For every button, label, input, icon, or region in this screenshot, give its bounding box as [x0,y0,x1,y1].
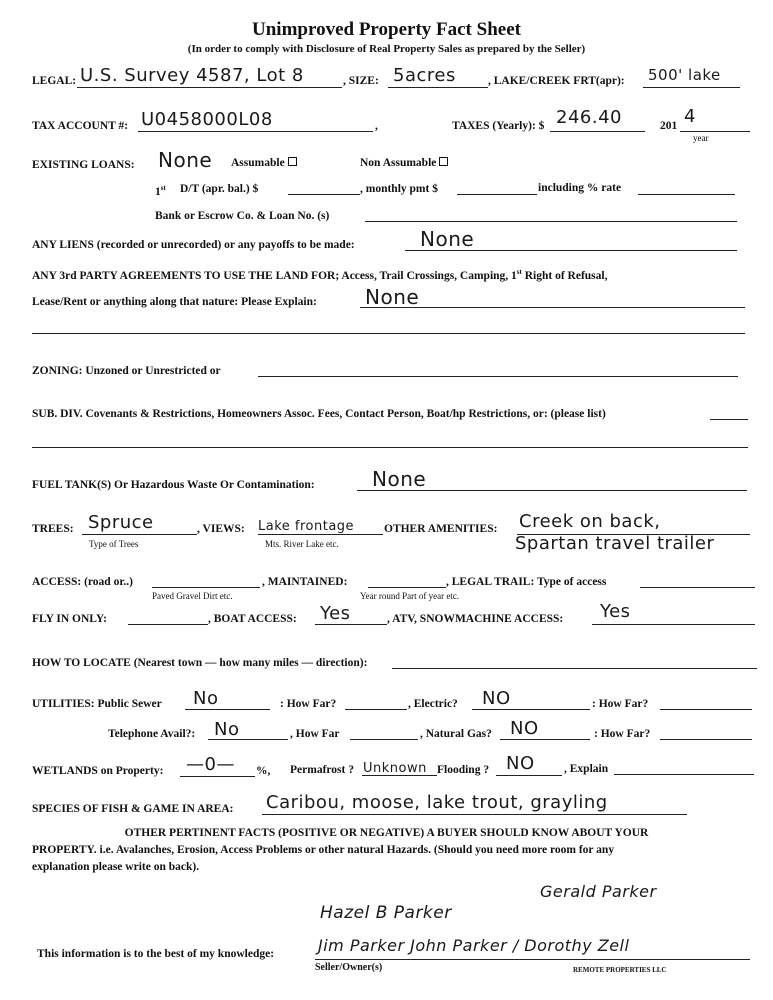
taxes-value: 246.40 [556,107,622,128]
fuel-label: FUEL TANK(S) Or Hazardous Waste Or Contamination: [32,479,315,491]
phone-how-far-line[interactable] [350,739,418,740]
trees-value: Spruce [88,512,154,533]
gas-value: NO [510,718,539,739]
explain-line[interactable] [614,774,754,775]
electric-label: , Electric? [408,698,458,710]
lease-line-2[interactable] [32,333,745,334]
gas-how-far-label: : How Far? [594,728,651,740]
electric-how-far-line[interactable] [660,709,752,710]
trees-label: TREES: [32,523,74,535]
legal-line[interactable] [77,87,342,88]
electric-value: NO [482,688,511,709]
amenities-label: OTHER AMENITIES: [384,523,498,535]
bank-label: Bank or Escrow Co. & Loan No. (s) [155,210,330,222]
gas-label: , Natural Gas? [420,728,492,740]
legal-value: U.S. Survey 4587, Lot 8 [80,65,304,86]
sewer-value: No [193,688,219,709]
explain-label: , Explain [564,763,609,775]
signature-2: Gerald Parker [540,882,657,901]
fly-in-line[interactable] [128,624,208,625]
assumable-checkbox[interactable] [288,157,297,166]
page-subtitle: (In order to comply with Disclosure of Real Property Sales as prepared by the Seller) [187,43,586,55]
fuel-value: None [372,467,427,491]
subdiv-line-2[interactable] [32,447,748,448]
zoning-line[interactable] [258,376,738,377]
facts-line-3: explanation please write on back). [32,861,200,873]
views-caption: Mts. River Lake etc. [265,539,339,549]
year-prefix: 201 [660,120,678,132]
first-dt-number [155,181,166,199]
company-stamp: REMOTE PROPERTIES LLC [573,966,667,974]
year-caption: year [693,133,709,143]
tax-account-line[interactable] [138,131,373,132]
size-line[interactable] [388,87,488,88]
access-line[interactable] [152,587,260,588]
sewer-how-far-label: : How Far? [280,698,337,710]
page-title: Unimproved Property Fact Sheet [252,19,521,40]
sewer-label: UTILITIES: Public Sewer [32,698,162,710]
size-value: 5acres [393,65,456,86]
wetlands-value: —0— [186,754,235,775]
phone-value: No [214,719,240,740]
flooding-value: NO [506,753,535,774]
wetlands-label: WETLANDS on Property: [32,765,164,777]
frontage-label: , LAKE/CREEK FRT(apr): [488,75,625,87]
maintained-line[interactable] [368,587,446,588]
bank-line[interactable] [365,221,737,222]
electric-how-far-label: : How Far? [592,698,649,710]
signature-3: Jim Parker John Parker / Dorothy Zell [318,936,630,955]
monthly-label: , monthly pmt $ [360,183,438,195]
locate-label: HOW TO LOCATE (Nearest town — how many miles — direction): [32,657,368,669]
flooding-line[interactable] [496,775,562,776]
fly-in-label: FLY IN ONLY: [32,613,107,625]
maintained-label: , MAINTAINED: [262,576,348,588]
tax-account-value: U0458000L08 [141,109,273,130]
access-label: ACCESS: (road or..) [32,576,133,588]
first-num: 1 [155,185,161,198]
assumable-label: Assumable [231,157,285,169]
zoning-label: ZONING: Unzoned or Unrestricted or [32,365,221,377]
phone-label: Telephone Avail?: [108,728,196,740]
wetlands-line[interactable] [180,776,255,777]
year-value: 4 [684,106,696,127]
trees-line[interactable] [82,534,197,535]
taxes-label: TAXES (Yearly): $ [452,120,545,132]
dt-label: D/T (apr. bal.) $ [180,183,259,195]
liens-value: None [420,227,475,251]
boat-line[interactable] [315,624,387,625]
rate-label: including % rate [538,182,622,194]
tax-comma: , [375,120,378,132]
facts-line-1: OTHER PERTINENT FACTS (POSITIVE OR NEGATIVE) A BUYER SHOULD KNOW ABOUT YOUR [124,827,649,839]
lease-label: Lease/Rent or anything along that nature: Please Explain: [32,296,317,308]
first-sup: st [160,184,166,192]
atv-label: , ATV, SNOWMACHINE ACCESS: [387,613,564,625]
atv-value: Yes [600,601,631,622]
legal-label: LEGAL: [32,75,77,87]
signature-line[interactable] [315,959,750,960]
permafrost-value: Unknown [363,761,427,776]
access-caption: Paved Gravel Dirt etc. [152,591,233,601]
dt-line[interactable] [288,194,360,195]
agreements-label-part2: Right of Refusal, [521,269,608,282]
gas-how-far-line[interactable] [660,739,752,740]
boat-value: Yes [320,603,351,624]
signature-1: Hazel B Parker [320,903,452,923]
assumable-option [231,156,297,170]
signature-caption: Seller/Owner(s) [315,962,383,973]
frontage-line[interactable] [643,87,740,88]
subdiv-label: SUB. DIV. Covenants & Restrictions, Homeowners Assoc. Fees, Contact Person, Boat/hp Restrictions, or: (please list) [32,408,606,420]
trees-caption: Type of Trees [89,539,139,549]
monthly-line[interactable] [457,194,537,195]
amenities-value-1: Creek on back, [519,511,661,532]
legal-trail-label: , LEGAL TRAIL: Type of access [446,576,607,588]
loans-value: None [158,148,213,172]
amenities-value-2: Spartan travel trailer [515,533,715,554]
sewer-how-far-line[interactable] [345,709,407,710]
agreements-sup: st [516,268,522,276]
phone-how-far-label: , How Far [290,728,340,740]
legal-trail-line[interactable] [640,587,755,588]
atv-line[interactable] [592,624,755,625]
taxes-line[interactable] [550,131,645,132]
size-label: , SIZE: [343,75,379,87]
subdiv-line[interactable] [710,419,748,420]
views-label: , VIEWS: [197,523,245,535]
sewer-line[interactable] [185,709,270,710]
views-value: Lake frontage [258,519,355,534]
facts-line-2: PROPERTY. i.e. Avalanches, Erosion, Access Problems or other natural Hazards. (Should you need more room for any [32,844,615,856]
agreements-label-part1: ANY 3rd PARTY AGREEMENTS TO USE THE LAND FOR; Access, Trail Crossings, Camping, 1 [32,269,517,282]
non-assumable-option [360,156,448,170]
wetlands-pct: %, [256,765,271,777]
boat-label: , BOAT ACCESS: [208,613,297,625]
non-assumable-label: Non Assumable [360,157,437,169]
rate-line[interactable] [638,194,735,195]
agreements-value: None [365,285,420,309]
species-value: Caribou, moose, lake trout, grayling [266,792,608,813]
gas-line[interactable] [500,739,590,740]
electric-line[interactable] [472,709,590,710]
tax-account-label: TAX ACCOUNT #: [32,120,129,132]
liens-label: ANY LIENS (recorded or unrecorded) or any payoffs to be made: [32,239,355,251]
permafrost-label: Permafrost ? [290,764,354,776]
frontage-value: 500' lake [648,66,721,84]
species-label: SPECIES OF FISH & GAME IN AREA: [32,803,234,815]
signature-label: This information is to the best of my knowledge: [37,948,275,960]
non-assumable-checkbox[interactable] [439,157,448,166]
loans-label: EXISTING LOANS: [32,159,135,171]
locate-line[interactable] [392,668,757,669]
agreements-label [32,265,607,283]
maintained-caption: Year round Part of year etc. [360,591,460,601]
flooding-label: Flooding ? [437,764,490,776]
species-line[interactable] [262,814,687,815]
year-line[interactable] [680,131,750,132]
